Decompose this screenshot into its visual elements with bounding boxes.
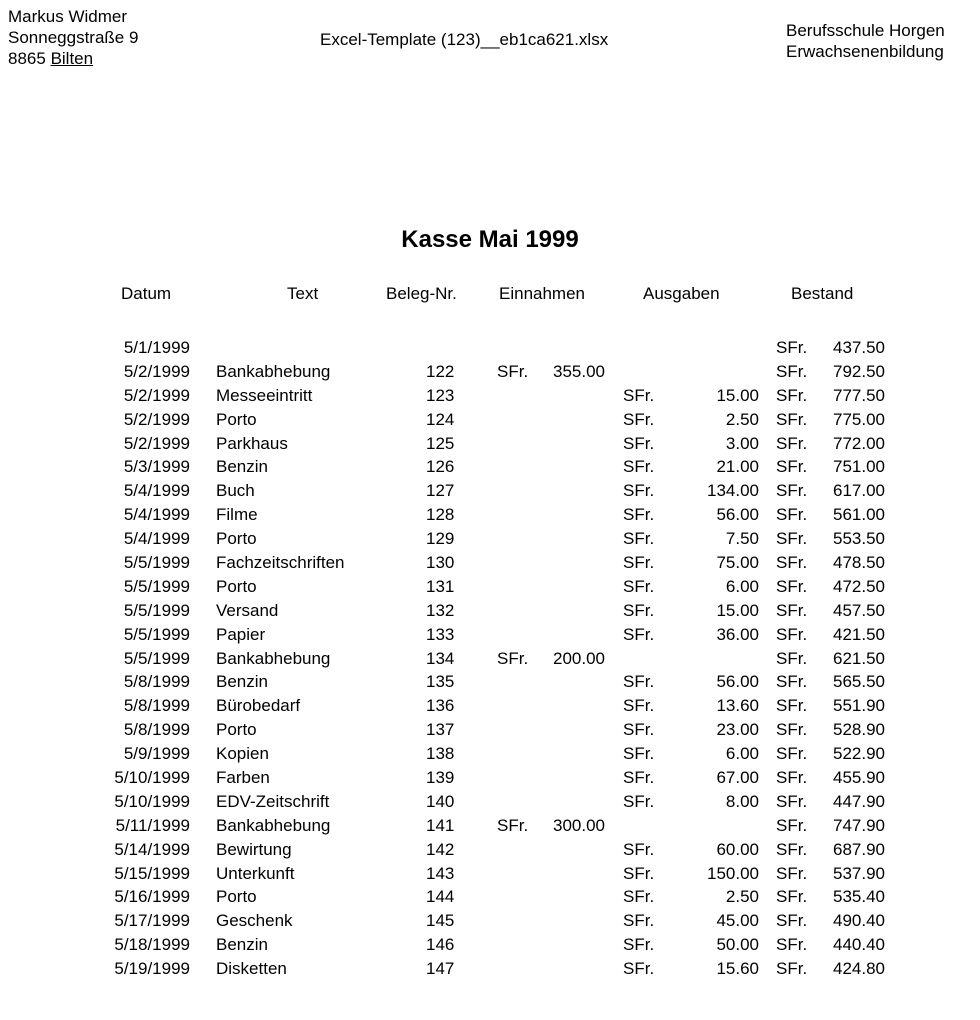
cell-bestand: 421.50: [833, 624, 885, 644]
cell-text: Farben: [216, 768, 270, 788]
column-header-datum: Datum: [121, 284, 172, 303]
cell-bestand-currency: SFr.: [776, 839, 808, 859]
cell-einnahmen-currency: SFr.: [497, 648, 529, 668]
cell-bestand: 621.50: [833, 648, 885, 668]
cell-ausgaben: 6.00: [725, 576, 759, 596]
cell-datum: 5/5/1999: [123, 600, 190, 620]
cell-einnahmen: 200.00: [553, 648, 605, 668]
table-row: [0, 336, 980, 360]
cell-bestand-currency: SFr.: [776, 338, 808, 357]
cell-beleg: 125: [426, 433, 455, 453]
table-row: [0, 503, 980, 527]
cell-datum: 5/2/1999: [123, 409, 190, 429]
cell-bestand: 535.40: [833, 887, 885, 907]
cell-ausgaben-currency: SFr.: [623, 553, 655, 573]
cell-ausgaben-currency: SFr.: [623, 481, 655, 501]
cell-einnahmen: 300.00: [553, 815, 605, 835]
header-city: Bilten: [50, 49, 94, 68]
cell-ausgaben: 13.60: [716, 696, 759, 716]
cell-text: Porto: [216, 576, 257, 596]
cell-beleg: 141: [426, 815, 455, 835]
cell-ausgaben-currency: SFr.: [623, 457, 655, 477]
cell-datum: 5/2/1999: [123, 385, 190, 405]
cell-beleg: 122: [426, 361, 455, 381]
cell-datum: 5/14/1999: [114, 839, 190, 859]
cell-bestand: 751.00: [833, 457, 885, 477]
cell-bestand-currency: SFr.: [776, 959, 808, 979]
cell-datum: 5/2/1999: [123, 361, 190, 381]
header-school: Berufsschule Horgen: [786, 21, 945, 40]
table-row: [0, 909, 980, 933]
cell-bestand: 478.50: [833, 553, 885, 573]
cell-ausgaben: 56.00: [716, 672, 759, 692]
cell-ausgaben-currency: SFr.: [623, 791, 655, 811]
cell-ausgaben: 3.00: [725, 433, 759, 453]
cell-datum: 5/10/1999: [114, 791, 190, 811]
cell-bestand: 551.90: [833, 696, 885, 716]
cell-bestand-currency: SFr.: [776, 744, 808, 764]
cell-text: Porto: [216, 720, 257, 740]
cell-bestand-currency: SFr.: [776, 696, 808, 716]
cell-ausgaben-currency: SFr.: [623, 863, 655, 883]
cell-datum: 5/18/1999: [114, 935, 190, 955]
cell-bestand-currency: SFr.: [776, 935, 808, 955]
cell-ausgaben-currency: SFr.: [623, 505, 655, 525]
header-filename: Excel-Template (123)__eb1ca621.xlsx: [320, 30, 609, 49]
cell-datum: 5/4/1999: [123, 529, 190, 549]
cell-bestand-currency: SFr.: [776, 385, 808, 405]
cell-ausgaben-currency: SFr.: [623, 935, 655, 955]
cell-datum: 5/10/1999: [114, 768, 190, 788]
cell-beleg: 124: [426, 409, 455, 429]
cell-beleg: 136: [426, 696, 455, 716]
cell-ausgaben-currency: SFr.: [623, 887, 655, 907]
cell-ausgaben: 15.00: [716, 600, 759, 620]
cell-datum: 5/19/1999: [114, 959, 190, 979]
cell-beleg: 133: [426, 624, 455, 644]
table-row: [0, 599, 980, 623]
cell-ausgaben: 8.00: [725, 791, 759, 811]
cell-einnahmen-currency: SFr.: [497, 815, 529, 835]
cell-datum: 5/8/1999: [123, 696, 190, 716]
table-row: [0, 766, 980, 790]
cell-text: Porto: [216, 529, 257, 549]
cell-ausgaben-currency: SFr.: [623, 385, 655, 405]
column-header-beleg: Beleg-Nr.: [386, 284, 457, 303]
cell-bestand-currency: SFr.: [776, 576, 808, 596]
cell-bestand: 772.00: [833, 433, 885, 453]
cell-ausgaben: 2.50: [725, 887, 759, 907]
table-row: [0, 742, 980, 766]
cell-datum: 5/4/1999: [123, 505, 190, 525]
header-city-line: [8, 48, 138, 69]
cell-text: EDV-Zeitschrift: [216, 791, 330, 811]
cell-beleg: 129: [426, 529, 455, 549]
header-left: [8, 6, 138, 69]
cell-text: Buch: [216, 481, 255, 501]
cell-bestand-currency: SFr.: [776, 553, 808, 573]
cell-beleg: 142: [426, 839, 455, 859]
cell-bestand-currency: SFr.: [776, 791, 808, 811]
table-row: [0, 360, 980, 384]
cell-ausgaben-currency: SFr.: [623, 600, 655, 620]
cell-ausgaben-currency: SFr.: [623, 576, 655, 596]
cell-bestand-currency: SFr.: [776, 481, 808, 501]
cell-datum: 5/8/1999: [123, 720, 190, 740]
cell-beleg: 144: [426, 887, 455, 907]
table-row: [0, 885, 980, 909]
cell-ausgaben: 75.00: [716, 553, 759, 573]
cell-beleg: 138: [426, 744, 455, 764]
header-right: [786, 20, 945, 62]
cell-bestand: 528.90: [833, 720, 885, 740]
cell-datum: 5/17/1999: [114, 911, 190, 931]
cell-einnahmen-currency: SFr.: [497, 361, 529, 381]
cell-ausgaben-currency: SFr.: [623, 744, 655, 764]
table-row: [0, 718, 980, 742]
cell-text: Bankabhebung: [216, 815, 331, 835]
cell-datum: 5/3/1999: [123, 457, 190, 477]
cell-ausgaben-currency: SFr.: [623, 672, 655, 692]
cell-beleg: 143: [426, 863, 455, 883]
cell-bestand: 792.50: [833, 361, 885, 381]
table-row: [0, 527, 980, 551]
cell-bestand-currency: SFr.: [776, 361, 808, 381]
cell-ausgaben-currency: SFr.: [623, 624, 655, 644]
table-row: [0, 790, 980, 814]
cell-bestand: 565.50: [833, 672, 885, 692]
cell-text: Parkhaus: [216, 433, 288, 453]
cell-ausgaben-currency: SFr.: [623, 409, 655, 429]
cell-bestand-currency: SFr.: [776, 815, 808, 835]
cell-datum: 5/15/1999: [114, 863, 190, 883]
cell-beleg: 146: [426, 935, 455, 955]
cell-ausgaben-currency: SFr.: [623, 433, 655, 453]
cell-bestand: 437.50: [833, 338, 885, 357]
cell-bestand-currency: SFr.: [776, 911, 808, 931]
cell-ausgaben-currency: SFr.: [623, 529, 655, 549]
cell-text: Bürobedarf: [216, 696, 301, 716]
cell-datum: 5/5/1999: [123, 576, 190, 596]
cell-bestand-currency: SFr.: [776, 672, 808, 692]
cell-datum: 5/2/1999: [123, 433, 190, 453]
cell-bestand: 553.50: [833, 529, 885, 549]
cell-bestand-currency: SFr.: [776, 648, 808, 668]
cell-datum: 5/9/1999: [123, 744, 190, 764]
table-row: [0, 408, 980, 432]
cell-ausgaben: 15.00: [716, 385, 759, 405]
cell-text: Bewirtung: [216, 839, 292, 859]
cell-bestand: 775.00: [833, 409, 885, 429]
cell-ausgaben-currency: SFr.: [623, 959, 655, 979]
cell-ausgaben: 21.00: [716, 457, 759, 477]
cell-beleg: 126: [426, 457, 455, 477]
cell-text: Benzin: [216, 672, 268, 692]
cell-datum: 5/1/1999: [123, 338, 190, 357]
cell-ausgaben-currency: SFr.: [623, 911, 655, 931]
cell-text: Messeeintritt: [216, 385, 313, 405]
cell-bestand-currency: SFr.: [776, 433, 808, 453]
cell-text: Porto: [216, 409, 257, 429]
cell-beleg: 145: [426, 911, 455, 931]
cell-bestand-currency: SFr.: [776, 887, 808, 907]
cell-beleg: 137: [426, 720, 455, 740]
header-street: Sonneggstraße 9: [8, 28, 139, 47]
cell-text: Unterkunft: [216, 863, 295, 883]
cell-bestand: 440.40: [833, 935, 885, 955]
table-row: [0, 957, 980, 981]
header-plz: 8865: [8, 49, 46, 68]
cell-bestand: 617.00: [833, 481, 885, 501]
column-header-ausgaben: Ausgaben: [643, 284, 720, 303]
table-row: [0, 551, 980, 575]
page-title: Kasse Mai 1999: [401, 226, 579, 253]
cell-text: Kopien: [216, 744, 269, 764]
table-row: [0, 479, 980, 503]
cell-datum: 5/5/1999: [123, 624, 190, 644]
cell-datum: 5/4/1999: [123, 481, 190, 501]
cell-ausgaben: 150.00: [707, 863, 759, 883]
cell-beleg: 134: [426, 648, 455, 668]
cell-beleg: 135: [426, 672, 455, 692]
table-row: [0, 694, 980, 718]
cell-beleg: 123: [426, 385, 455, 405]
cell-datum: 5/8/1999: [123, 672, 190, 692]
cell-ausgaben: 45.00: [716, 911, 759, 931]
cell-text: Fachzeitschriften: [216, 553, 345, 573]
cell-bestand-currency: SFr.: [776, 505, 808, 525]
cell-bestand: 537.90: [833, 863, 885, 883]
cell-ausgaben: 7.50: [725, 529, 759, 549]
table-row: [0, 814, 980, 838]
cell-datum: 5/5/1999: [123, 648, 190, 668]
cell-bestand: 447.90: [833, 791, 885, 811]
column-header-einnahmen: Einnahmen: [499, 284, 586, 303]
cell-ausgaben: 60.00: [716, 839, 759, 859]
cell-bestand-currency: SFr.: [776, 600, 808, 620]
table-row: [0, 862, 980, 886]
cell-bestand: 687.90: [833, 839, 885, 859]
cell-text: Porto: [216, 887, 257, 907]
table-row: [0, 647, 980, 671]
cell-beleg: 147: [426, 959, 455, 979]
table-row: [0, 455, 980, 479]
cell-bestand-currency: SFr.: [776, 624, 808, 644]
cell-beleg: 131: [426, 576, 455, 596]
cell-text: Versand: [216, 600, 279, 620]
table-row: [0, 384, 980, 408]
table-row: [0, 432, 980, 456]
column-header-text: Text: [287, 284, 319, 303]
cell-ausgaben-currency: SFr.: [623, 768, 655, 788]
cell-bestand-currency: SFr.: [776, 457, 808, 477]
cell-beleg: 130: [426, 553, 455, 573]
cell-beleg: 140: [426, 791, 455, 811]
cell-bestand-currency: SFr.: [776, 720, 808, 740]
cell-bestand: 455.90: [833, 768, 885, 788]
cell-bestand-currency: SFr.: [776, 768, 808, 788]
cell-text: Benzin: [216, 935, 268, 955]
cell-ausgaben-currency: SFr.: [623, 696, 655, 716]
cell-ausgaben-currency: SFr.: [623, 720, 655, 740]
header-department: Erwachsenenbildung: [786, 42, 944, 61]
cell-text: Filme: [216, 505, 258, 525]
cell-bestand: 522.90: [833, 744, 885, 764]
cell-beleg: 128: [426, 505, 455, 525]
cell-datum: 5/16/1999: [114, 887, 190, 907]
cell-bestand: 747.90: [833, 815, 885, 835]
cell-ausgaben: 15.60: [716, 959, 759, 979]
cell-einnahmen: 355.00: [553, 361, 605, 381]
cell-bestand-currency: SFr.: [776, 863, 808, 883]
cell-bestand: 424.80: [833, 959, 885, 979]
table-row: [0, 623, 980, 647]
cell-bestand: 777.50: [833, 385, 885, 405]
table-row: [0, 933, 980, 957]
cell-bestand: 561.00: [833, 505, 885, 525]
table-row: [0, 670, 980, 694]
cell-bestand: 490.40: [833, 911, 885, 931]
cell-text: Bankabhebung: [216, 361, 331, 381]
cell-ausgaben: 36.00: [716, 624, 759, 644]
cell-text: Bankabhebung: [216, 648, 331, 668]
cell-ausgaben: 134.00: [707, 481, 759, 501]
table-row: [0, 838, 980, 862]
column-header-bestand: Bestand: [791, 284, 854, 303]
cell-bestand: 472.50: [833, 576, 885, 596]
cell-bestand-currency: SFr.: [776, 529, 808, 549]
cell-text: Disketten: [216, 959, 287, 979]
cell-bestand: 457.50: [833, 600, 885, 620]
cell-ausgaben: 50.00: [716, 935, 759, 955]
cell-beleg: 127: [426, 481, 455, 501]
cell-ausgaben: 56.00: [716, 505, 759, 525]
cell-text: Geschenk: [216, 911, 293, 931]
cell-ausgaben: 6.00: [725, 744, 759, 764]
cell-ausgaben-currency: SFr.: [623, 839, 655, 859]
cell-text: Benzin: [216, 457, 268, 477]
cell-bestand-currency: SFr.: [776, 409, 808, 429]
cell-ausgaben: 23.00: [716, 720, 759, 740]
table-row: [0, 575, 980, 599]
cell-beleg: 139: [426, 768, 455, 788]
cell-datum: 5/11/1999: [115, 815, 190, 835]
cell-beleg: 132: [426, 600, 455, 620]
ledger-table: [0, 336, 980, 981]
cell-text: Papier: [216, 624, 266, 644]
cell-ausgaben: 67.00: [716, 768, 759, 788]
header-name: Markus Widmer: [8, 7, 128, 26]
cell-ausgaben: 2.50: [725, 409, 759, 429]
cell-datum: 5/5/1999: [123, 553, 190, 573]
